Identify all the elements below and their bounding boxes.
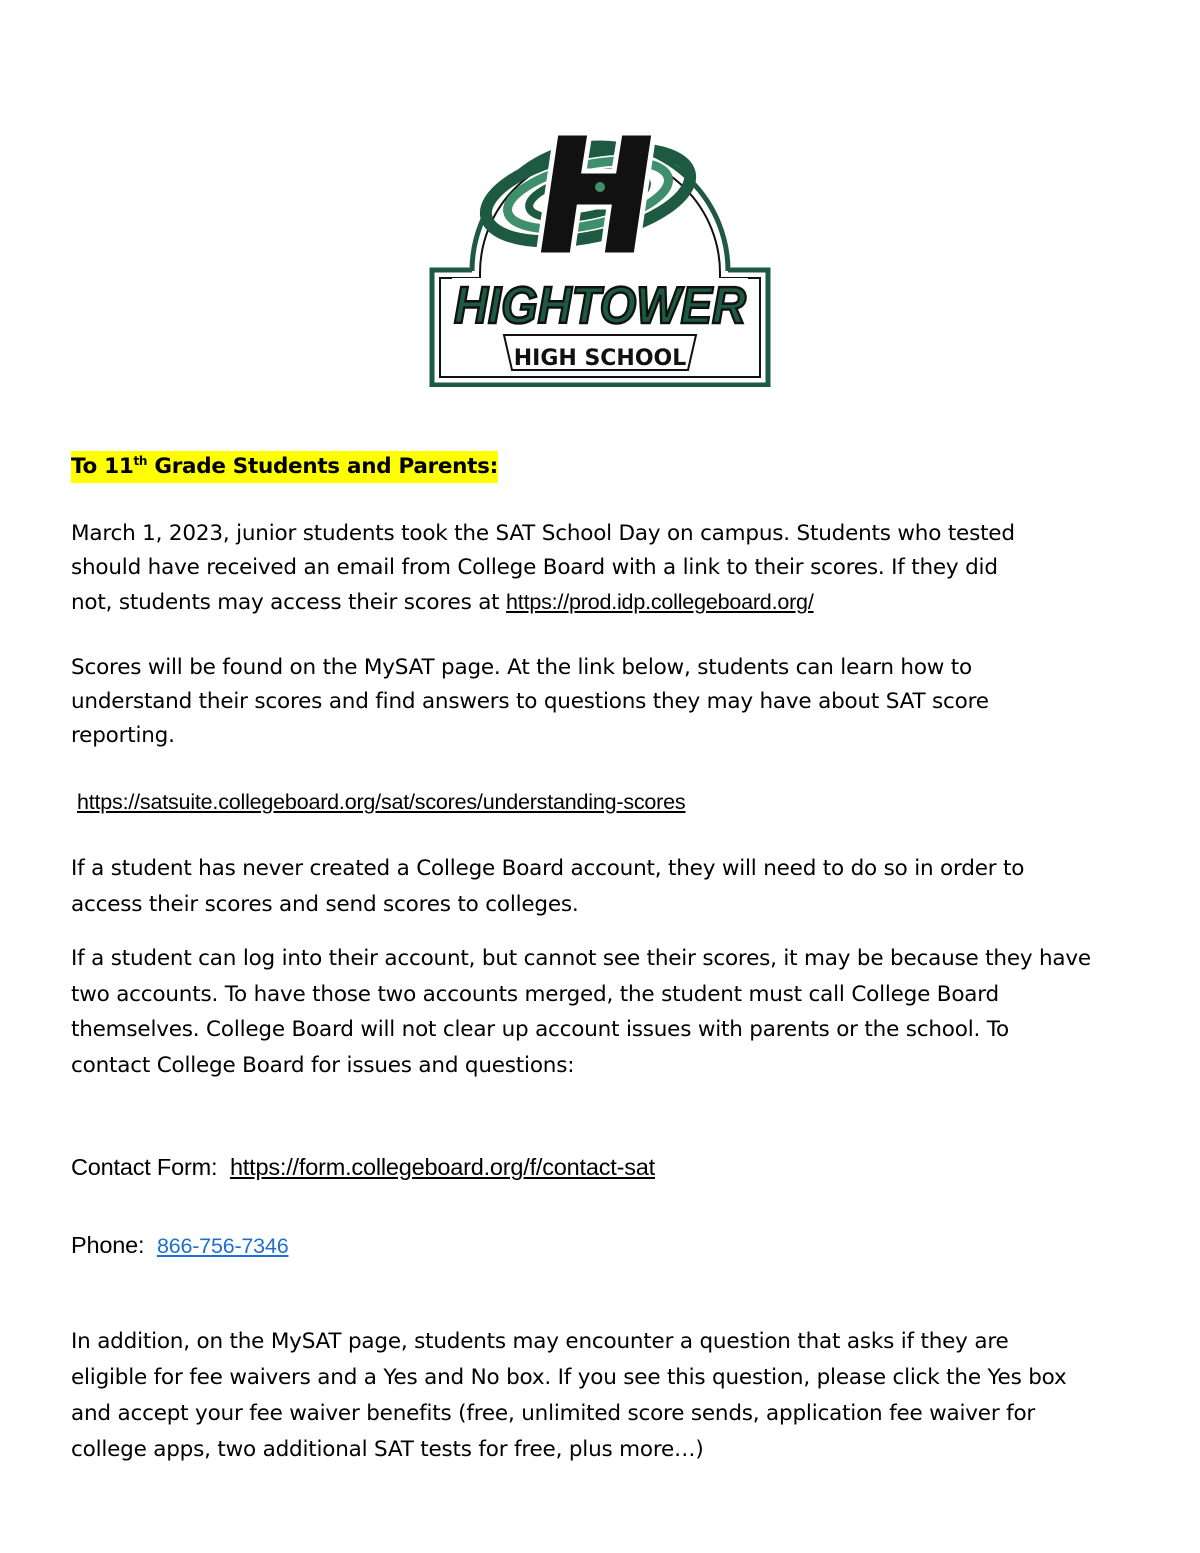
understanding-scores-block bbox=[77, 785, 1147, 820]
paragraph-line: reporting. bbox=[71, 723, 175, 748]
heading-superscript: th bbox=[133, 454, 148, 468]
paragraph-account bbox=[71, 851, 1141, 923]
paragraph-line: If a student has never created a College Board account, they will need to do so in order to bbox=[71, 856, 1025, 881]
paragraph-two-accounts bbox=[71, 941, 1141, 1083]
paragraph-line: and accept your fee waiver benefits (free, unlimited score sends, application fee waiver for bbox=[71, 1401, 1036, 1426]
paragraph-line: Scores will be found on the MySAT page. At the link below, students can learn how to bbox=[71, 655, 972, 680]
understanding-scores-link[interactable]: https://satsuite.collegeboard.org/sat/scores/understanding-scores bbox=[77, 790, 686, 814]
paragraph-mysat-info bbox=[71, 651, 1141, 753]
paragraph-line: two accounts. To have those two accounts merged, the student must call College Board bbox=[71, 981, 999, 1007]
logo-school-name: HIGHTOWER bbox=[454, 277, 747, 335]
paragraph-line: college apps, two additional SAT tests for free, plus more…) bbox=[71, 1437, 704, 1462]
phone-line bbox=[71, 1228, 1141, 1264]
letter-heading bbox=[71, 451, 498, 483]
paragraph-text: not, students may access their scores at bbox=[71, 590, 507, 615]
paragraph-line: access their scores and send scores to colleges. bbox=[71, 892, 579, 917]
paragraph-fee-waiver bbox=[71, 1324, 1141, 1468]
paragraph-line: contact College Board for issues and questions: bbox=[71, 1052, 575, 1078]
logo-letter-text: H bbox=[428, 95, 429, 96]
phone-number-link[interactable]: 866-756-7346 bbox=[156, 1234, 289, 1258]
paragraph-line: If a student can log into their account, but cannot see their scores, it may be because they have bbox=[71, 946, 1091, 971]
paragraph-line: eligible for fee waivers and a Yes and No box. If you see this question, please click the Yes box bbox=[71, 1365, 1067, 1390]
contact-form-link[interactable]: https://form.collegeboard.org/f/contact-sat bbox=[229, 1154, 655, 1180]
paragraph-line: March 1, 2023, junior students took the SAT School Day on campus. Students who tested bbox=[71, 521, 1015, 546]
logo-sub-text: HIGH SCHOOL bbox=[513, 346, 687, 371]
heading-prefix: To 11 bbox=[71, 454, 134, 479]
contact-label: Contact Form: bbox=[71, 1154, 230, 1180]
paragraph-line bbox=[71, 585, 1141, 620]
paragraph-line: should have received an email from College Board with a link to their scores. If they did bbox=[71, 555, 998, 580]
hightower-logo bbox=[428, 95, 772, 387]
phone-label: Phone: bbox=[71, 1232, 157, 1258]
paragraph-line: themselves. College Board will not clear up account issues with parents or the school. To bbox=[71, 1017, 1009, 1042]
paragraph-scores-intro bbox=[71, 517, 1141, 620]
heading-suffix: Grade Students and Parents: bbox=[147, 454, 498, 479]
paragraph-line: understand their scores and find answers to questions they may have about SAT score bbox=[71, 689, 989, 714]
contact-form-line bbox=[71, 1150, 1141, 1186]
paragraph-line: In addition, on the MySAT page, students may encounter a question that asks if they are bbox=[71, 1329, 1009, 1354]
collegeboard-login-link[interactable]: https://prod.idp.collegeboard.org/ bbox=[506, 590, 814, 614]
